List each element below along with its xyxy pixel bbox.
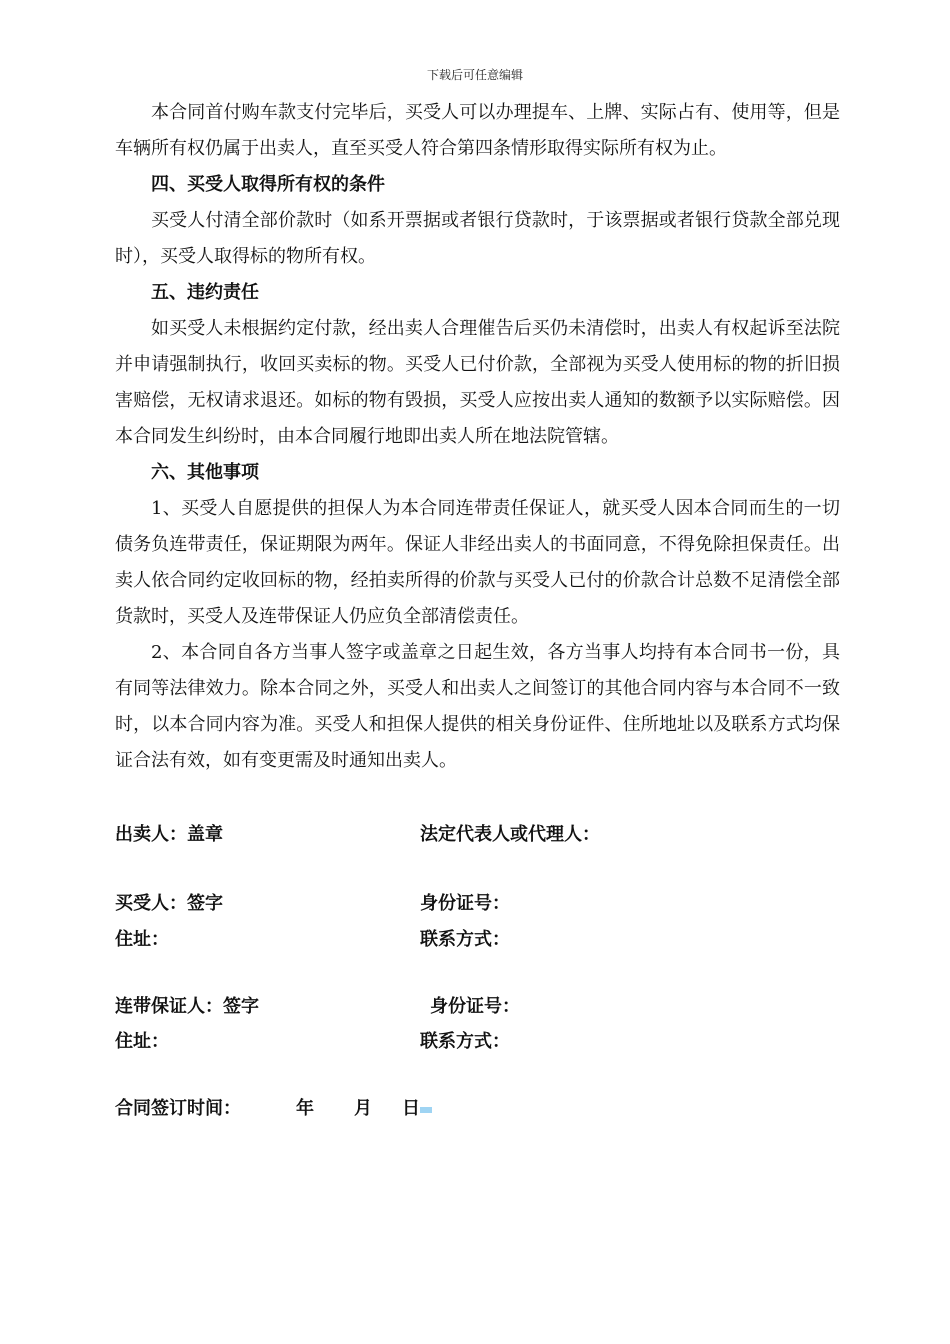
guarantor-contact-line: 联系方式： [420, 1031, 510, 1052]
section-heading-5: 五、违约责任 [151, 282, 259, 303]
buyer-contact-line: 联系方式： [420, 929, 510, 950]
guarantor-id-line: 身份证号： [430, 996, 520, 1017]
guarantor-address-line: 住址： [115, 1031, 169, 1052]
buyer-id-line: 身份证号： [420, 893, 510, 914]
paragraph-guarantor-clause: 1、买受人自愿提供的担保人为本合同连带责任保证人，就买受人因本合同而生的一切债务负连带责任，保证期限为两年。保证人非经出卖人的书面同意，不得免除担保责任。出卖人依合同约定收回标的物，经拍卖所得的价款与买受人已付的价款合计总数不足清偿全部货款时，买受人及连带保证人仍应负全部清偿责任。 [115, 498, 840, 627]
date-year-label: 年 [296, 1098, 314, 1119]
date-day-label: 日 [402, 1098, 420, 1119]
paragraph-breach-liability: 如买受人未根据约定付款，经出卖人合理催告后买仍未清偿时，出卖人有权起诉至法院并申请强制执行，收回买卖标的物。买受人已付价款，全部视为买受人使用标的物的折旧损害赔偿，无权请求退还。如标的物有毁损，买受人应按出卖人通知的数额予以实际赔偿。因本合同发生纠纷时，由本合同履行地即出卖人所在地法院管辖。 [115, 318, 840, 447]
contract-body [115, 95, 840, 779]
buyer-address-line: 住址： [115, 929, 169, 950]
section-heading-4: 四、买受人取得所有权的条件 [151, 174, 385, 195]
paragraph-ownership-retention: 本合同首付购车款支付完毕后，买受人可以办理提车、上牌、实际占有、使用等，但是车辆所有权仍属于出卖人，直至买受人符合第四条情形取得实际所有权为止。 [115, 102, 840, 159]
header-note: 下载后可任意编辑 [426, 68, 523, 82]
guarantor-signature-line: 连带保证人：签字 [115, 996, 259, 1017]
date-label: 合同签订时间： [115, 1098, 241, 1119]
paragraph-effectiveness-clause: 2、本合同自各方当事人签字或盖章之日起生效，各方当事人均持有本合同书一份，具有同等法律效力。除本合同之外，买受人和出卖人之间签订的其他合同内容与本合同不一致时，以本合同内容为准。买受人和担保人提供的相关身份证件、住所地址以及联系方式均保证合法有效，如有变更需及时通知出卖人。 [115, 642, 840, 771]
buyer-signature-line: 买受人：签字 [115, 893, 223, 914]
seller-seal-line: 出卖人：盖章 [115, 824, 223, 845]
text-cursor-highlight [420, 1107, 432, 1113]
date-month-label: 月 [354, 1098, 372, 1119]
section-heading-6: 六、其他事项 [151, 462, 259, 483]
paragraph-ownership-condition: 买受人付清全部价款时（如系开票据或者银行贷款时，于该票据或者银行贷款全部兑现时），买受人取得标的物所有权。 [115, 210, 840, 267]
legal-rep-line: 法定代表人或代理人： [420, 824, 600, 845]
